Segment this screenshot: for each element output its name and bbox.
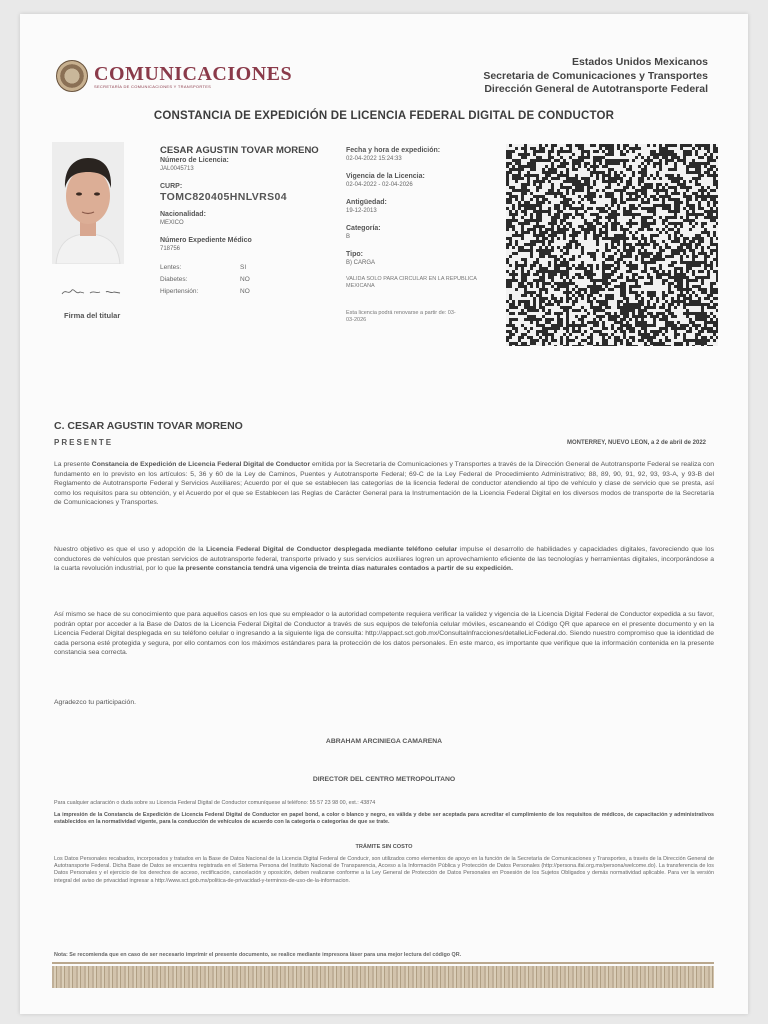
footer-rule <box>52 962 714 964</box>
issuer-line: Estados Unidos Mexicanos <box>572 56 708 68</box>
greeting: PRESENTE <box>54 438 114 447</box>
curp-label: CURP: <box>160 183 183 190</box>
medical-conditions <box>160 262 340 298</box>
renew-note: Esta licencia podrá renovarse a partir de: 03-03-2026 <box>346 310 456 323</box>
footer-decorative-band <box>52 966 714 988</box>
print-note: La impresión de la Constancia de Expedición de Licencia Federal Digital de Conductor en papel bond, a color o blanco y negro, es válida y debe ser aceptada para acreditar el cumplimiento de los requisitos de médicos, de capacitación y administrativos establecidos en la normatividad vigente, para la conducción de vehículos de acuerdo con la categoría o categorías de que se trate. <box>54 812 714 826</box>
medical-row: Diabetes: NO <box>160 276 250 283</box>
medical-file-label: Número Expediente Médico <box>160 237 252 244</box>
medical-row: Hipertensión: NO <box>160 288 250 295</box>
paragraph-verification: Así mismo se hace de su conocimiento que para aquellos casos en los que su empleador o la autoridad competente requiera verificar la validez y vigencia de la Licencia Digital Federal de Conductor expedida a su favor, podrán optar por acceder a la Base de Datos de la Licencia Federal Digital de Conductor a través de sus equipos de telefonía celular móviles, escaneando el Código QR que aparece en el presente documento y en la Licencia Federal Digital desplegada en su teléfono celular o ingresando a la siguiente liga de consulta: http://appact.sct.gob.mx/ConsultaInfracciones/detalleLicFederal.do. Siendo nuestro compromiso que la identidad de cada persona esté protegida y segura, por ello contamos con los máximos estándares para la protección de los datos personales. En este marco, es importante que verifique que la información contenida en la presente constancia sea correcta. <box>54 611 714 657</box>
document-page <box>20 14 748 1014</box>
paragraph-legal-basis: La presente Constancia de Expedición de Licencia Federal Digital de Conductor emitida por la Secretaría de Comunicaciones y Transportes a través de la Dirección General de Autotransporte Federal se realiza con fundamento en lo previsto en los artículos: 5, 36 y 60 de la Ley de Caminos, Puentes y Autotransporte Federal; 69-C de la Ley Federal de Procedimiento Administrativo; 88, 89, 90, 91, 92, 93, 93-A, y 93-B del Reglamento de Autotransporte Federal y Servicios Auxiliares; Acuerdo por el que se establecen las categorías de la licencia federal de conductor atendiendo al tipo de vehículo y clase de servicio que se presta, así como los requisitos para su obtención, y el Acuerdo por el que se Establecen las Reglas de Carácter General para la Instrumentación de la Licencia Federal Digital en los diversos modos de transporte de la Secretaría de Comunicaciones y Transportes. <box>54 461 714 507</box>
contact-note: Para cualquier aclaración o duda sobre su Licencia Federal Digital de Conductor comuníquese al teléfono: 55 57 23 98 00, ext.: 43874 <box>54 800 376 806</box>
type-label: Tipo: <box>346 251 363 258</box>
signature-image <box>60 286 130 298</box>
holder-info <box>160 146 340 298</box>
issuer-block <box>483 56 708 97</box>
nationality-label: Nacionalidad: <box>160 211 206 218</box>
seniority-label: Antigüedad: <box>346 199 387 206</box>
category-label: Categoría: <box>346 225 381 232</box>
type-value: B) CARGA <box>346 260 376 266</box>
issued-label: Fecha y hora de expedición: <box>346 147 441 154</box>
holder-name: CESAR AGUSTIN TOVAR MORENO <box>160 145 319 156</box>
medical-file-value: 718756 <box>160 246 181 252</box>
issuer-line: Secretaria de Comunicaciones y Transportes <box>483 69 708 82</box>
issued-value: 02-04-2022 15:24:33 <box>346 156 402 162</box>
paragraph-objective: Nuestro objetivo es que el uso y adopción de la Licencia Federal Digital de Conductor desplegada mediante teléfono celular impulse el desarrollo de habilidades y capacidades digitales, favoreciendo que los conductores de vehículos que prestan servicios de autotransporte federal, transporte privado y sus servicios auxiliares logren un aprovechamiento eficiente de las tecnologías y herramientas digitales, incorporándose a la cuarta revolución industrial, por lo que la presente constancia tendrá una vigencia de treinta días naturales contados a partir de su expedición. <box>54 546 714 573</box>
free-procedure: TRÁMITE SIN COSTO <box>355 844 413 850</box>
seniority-value: 19-12-2013 <box>346 208 377 214</box>
license-info <box>346 146 506 324</box>
holder-photo <box>52 142 124 264</box>
category-value: B <box>346 234 351 240</box>
brand-subtitle: SECRETARÍA DE COMUNICACIONES Y TRANSPORTES <box>94 83 212 89</box>
addressee: C. CESAR AGUSTIN TOVAR MORENO <box>54 420 243 432</box>
signer-name: ABRAHAM ARCINIEGA CAMARENA <box>325 738 443 745</box>
document-title: CONSTANCIA DE EXPEDICIÓN DE LICENCIA FEDERAL DIGITAL DE CONDUCTOR <box>153 110 615 122</box>
place-date: MONTERREY, NUEVO LEON, a 2 de abril de 2022 <box>566 440 706 446</box>
brand-name: COMUNICACIONES <box>94 62 293 85</box>
license-number-value: JAL0045713 <box>160 166 194 172</box>
signer-title: DIRECTOR DEL CENTRO METROPOLITANO <box>312 776 456 783</box>
curp-value: TOMC820405HNLVRS04 <box>160 191 288 203</box>
validity-label: Vigencia de la Licencia: <box>346 173 425 180</box>
qr-code-icon <box>506 144 718 346</box>
sct-logo <box>56 60 292 92</box>
privacy-notice: Los Datos Personales recabados, incorporados y tratados en la Base de Datos Nacional de la Licencia Digital Federal de Conducir, son utilizados como elementos de apoyo en la función de la Secretaría de Comunicaciones y Transportes, a través de la Dirección General de Autotransporte Federal. Dicha Base de Datos se encuentra registrada en el Sistema Persona del Instituto Nacional de Transparencia, Acceso a la Información Pública y Protección de Datos Personales (http://persona.ifai.org.mx/persona/welcome.do). La transferencia de los Datos Personales y el ejercicio de los derechos de acceso, rectificación, cancelación y oposición, deben realizarse conforme a la Ley General de Protección de Datos Personales en Posesión de los Sujetos Obligados y demás normatividad aplicable. Para ver la versión integral del aviso de privacidad ingresar a http://www.sct.gob.mx/politica-de-privacidad-y-terminos-de-uso-de-la-informacion. <box>54 856 714 884</box>
nationality-value: MEXICO <box>160 220 184 226</box>
license-number-label: Número de Licencia: <box>160 157 229 164</box>
thanks-line: Agradezco tu participación. <box>54 699 136 706</box>
medical-row: Lentes: SI <box>160 264 247 271</box>
signature-label: Firma del titular <box>64 311 121 320</box>
issuer-line: Dirección General de Autotransporte Federal <box>484 83 708 95</box>
national-seal-icon <box>56 60 88 92</box>
print-recommendation: Nota: Se recomienda que en caso de ser necesario imprimir el presente documento, se realice mediante impresora láser para una mejor lectura del código QR. <box>54 952 462 958</box>
validity-value: 02-04-2022 - 02-04-2026 <box>346 182 413 188</box>
valid-note: VALIDA SOLO PARA CIRCULAR EN LA REPUBLICA MEXICANA <box>346 276 477 289</box>
